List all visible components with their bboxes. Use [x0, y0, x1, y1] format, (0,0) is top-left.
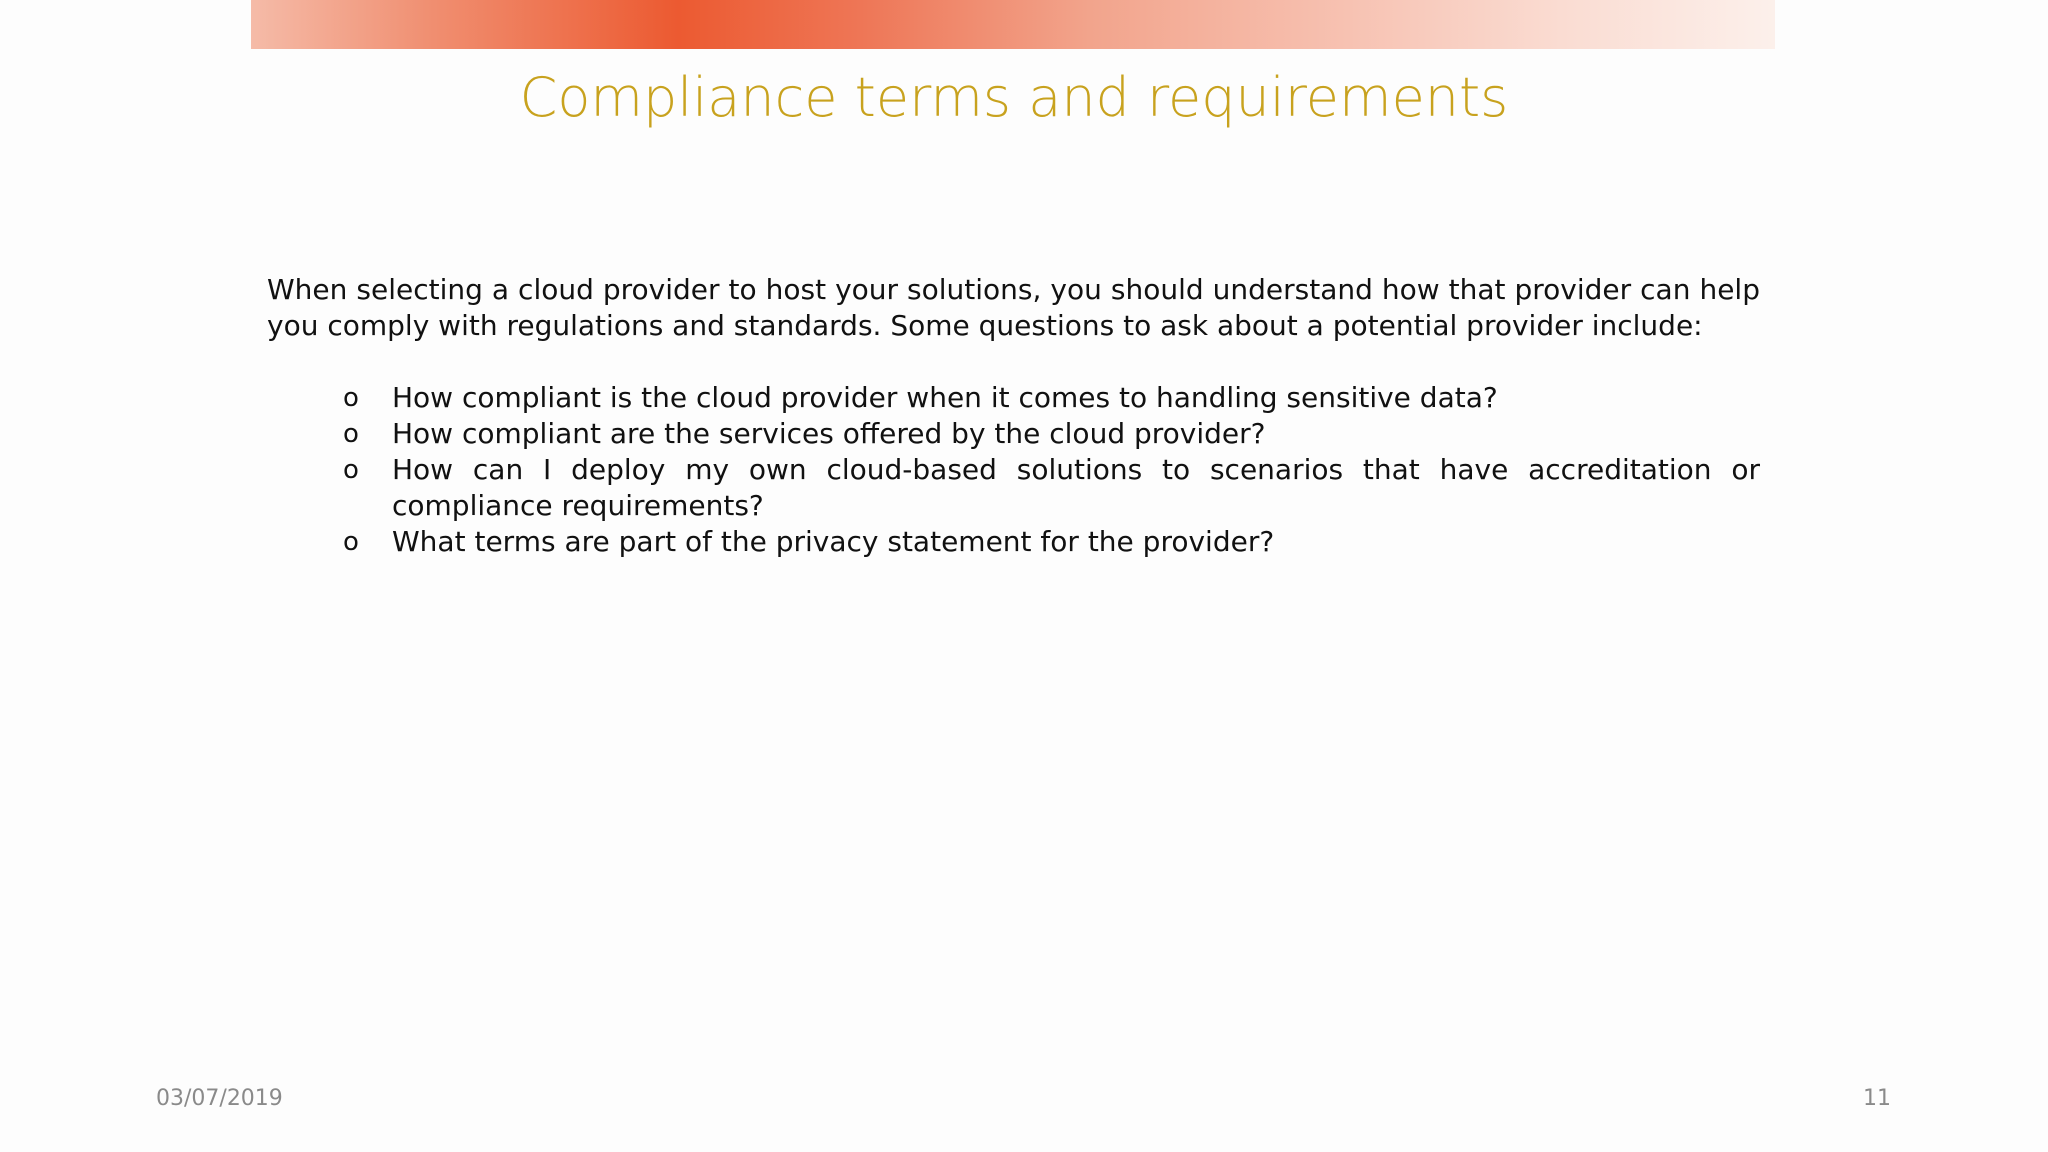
bullet-marker-icon: o	[343, 419, 359, 449]
page-number: 11	[1863, 1086, 1891, 1111]
bullet-marker-icon: o	[343, 383, 359, 413]
list-item-text: How can I deploy my own cloud-based solutions to scenarios that have accreditation or compliance requirements?	[392, 453, 1760, 522]
list-item-text: How compliant is the cloud provider when it comes to handling sensitive data?	[392, 381, 1498, 414]
footer-date: 03/07/2019	[156, 1086, 283, 1111]
bullet-marker-icon: o	[343, 527, 359, 557]
slide-title: Compliance terms and requirements	[519, 66, 1509, 129]
list-item-text: How compliant are the services offered by the cloud provider?	[392, 417, 1266, 450]
list-item	[339, 380, 1760, 416]
list-item	[339, 452, 1760, 524]
intro-paragraph: When selecting a cloud provider to host your solutions, you should understand how that provider can help you comply with regulations and standards. Some questions to ask about a potential provider include:	[267, 273, 1760, 342]
top-gradient-banner	[251, 0, 1775, 49]
list-item	[339, 416, 1760, 452]
list-item	[339, 524, 1760, 560]
bullet-marker-icon: o	[343, 455, 359, 485]
list-item-text: What terms are part of the privacy statement for the provider?	[392, 525, 1275, 558]
question-list	[339, 380, 1760, 560]
